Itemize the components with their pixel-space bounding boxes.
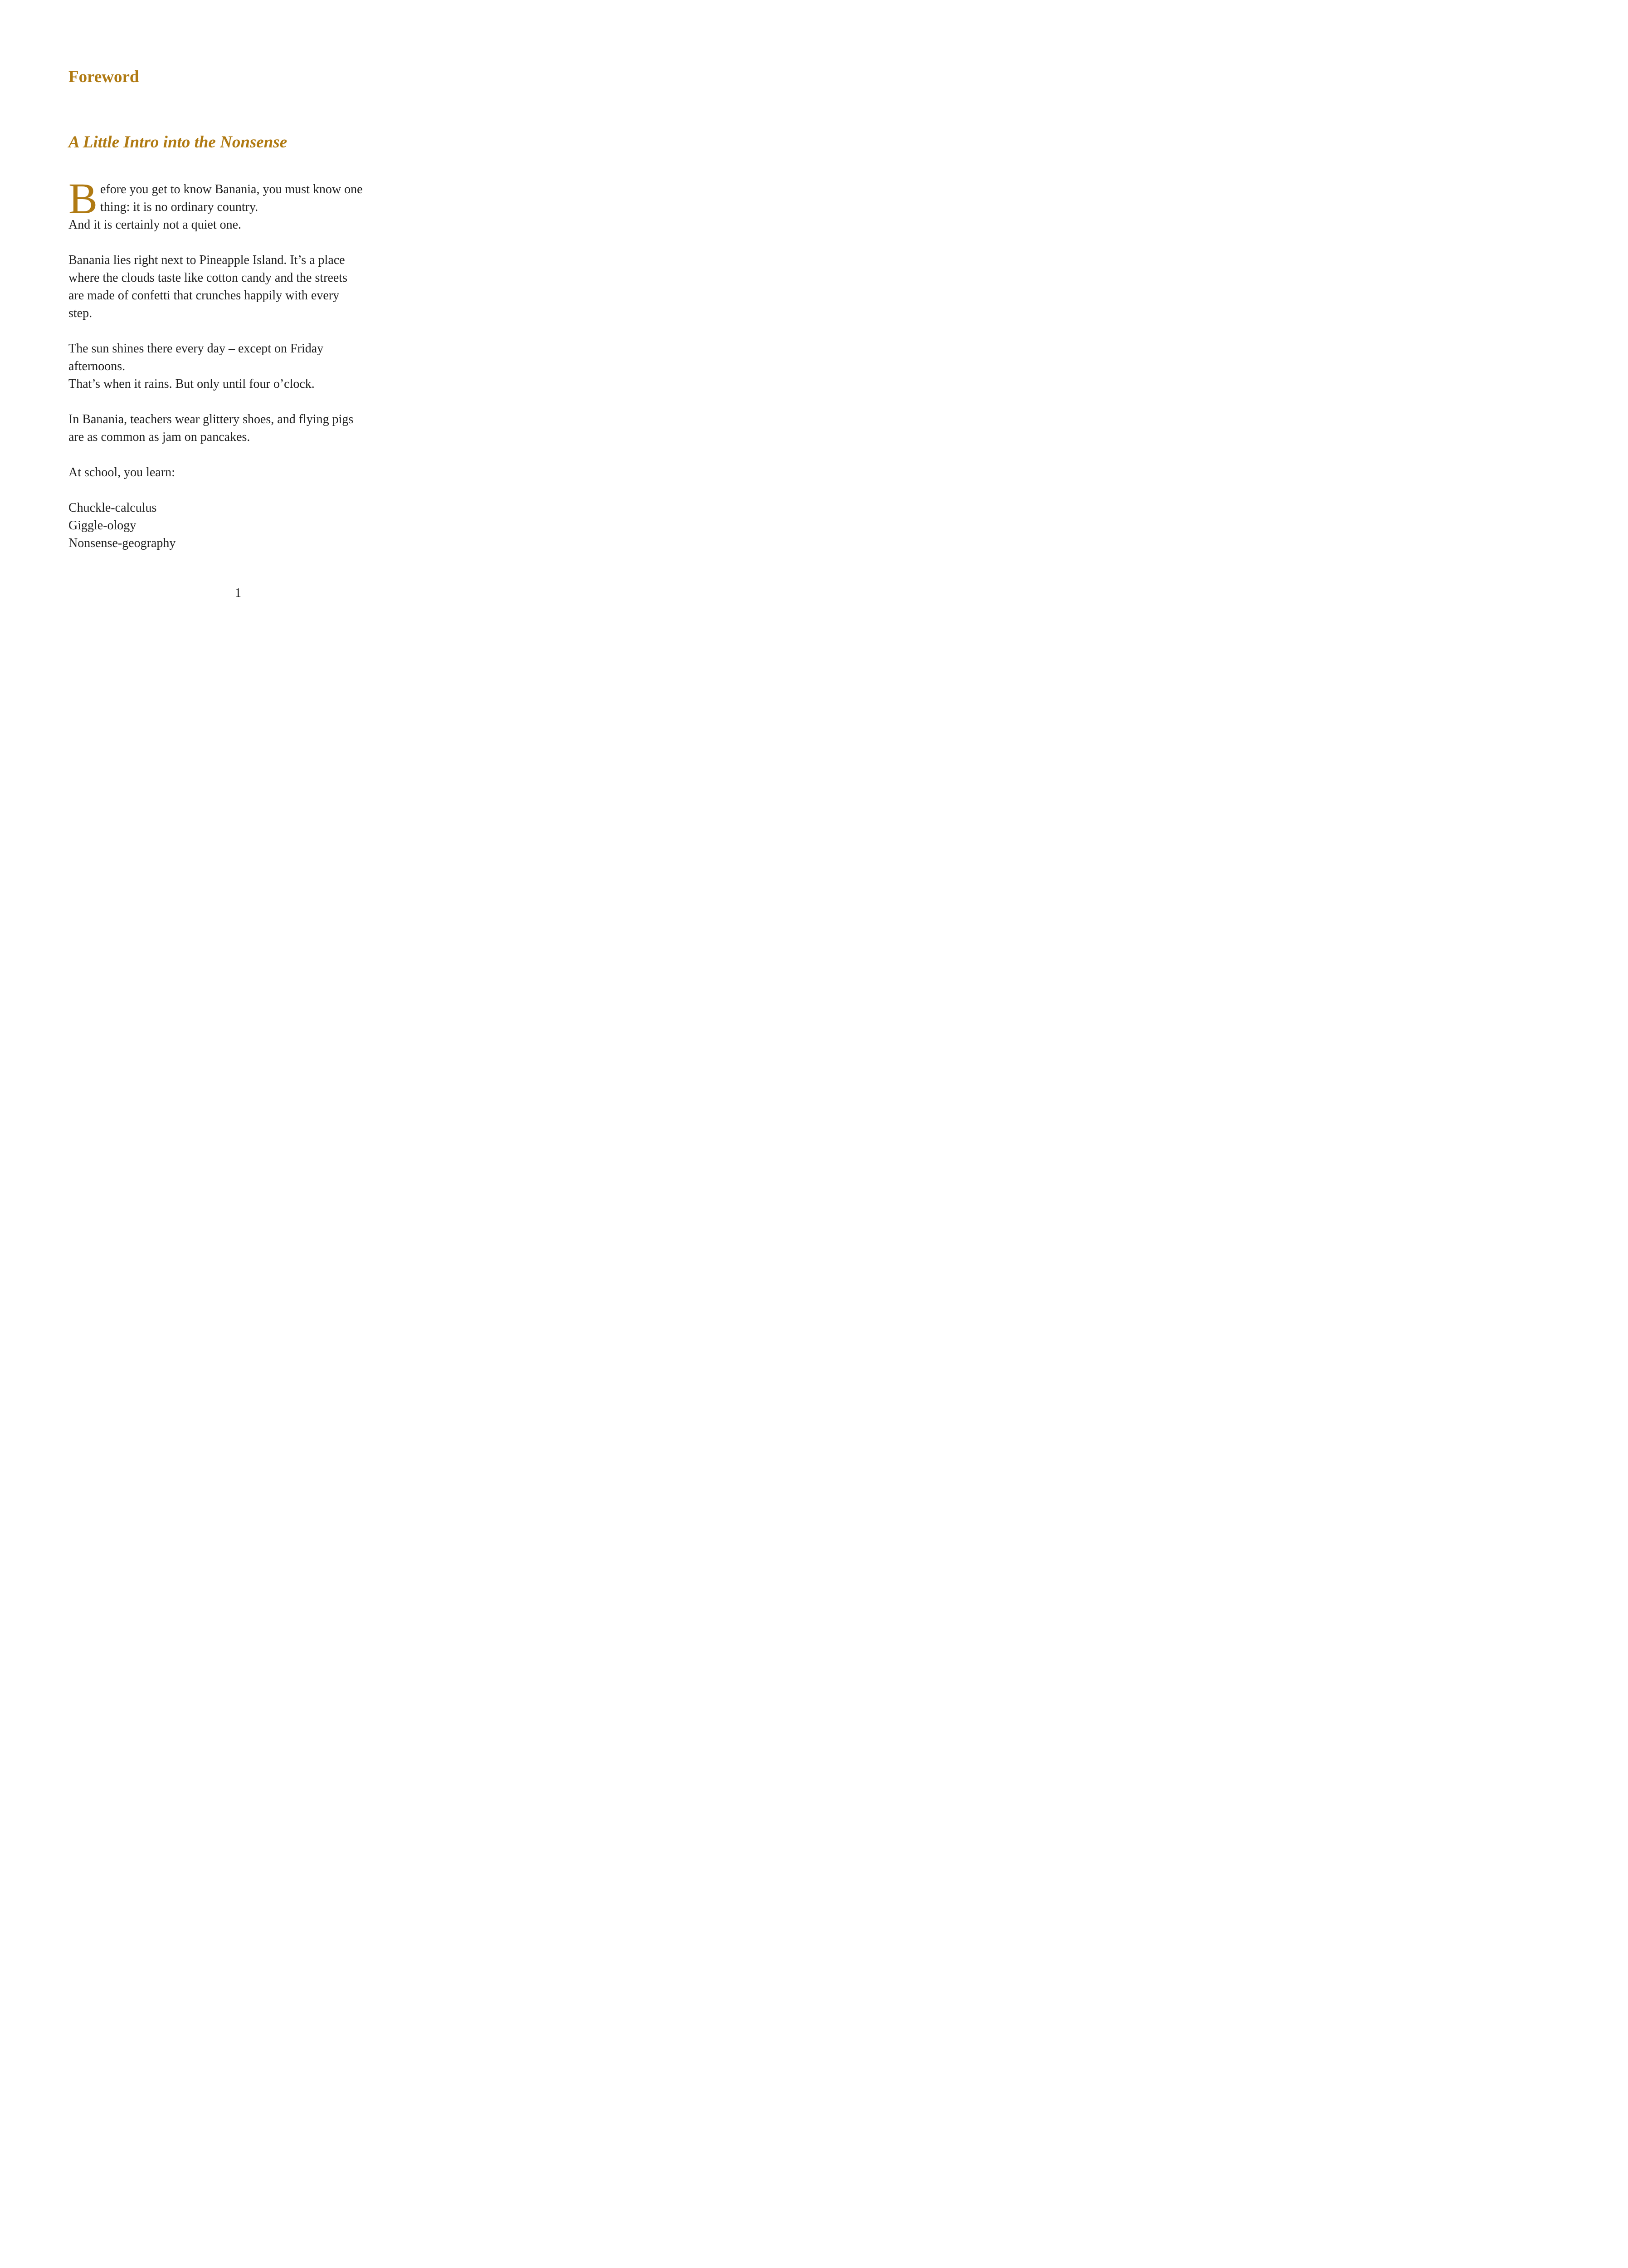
subject-item: Giggle-ology	[68, 518, 136, 533]
page-number: 1	[235, 586, 241, 600]
text-line: are as common as jam on pancakes.	[68, 430, 250, 444]
text-line: That’s when it rains. But only until four o’clock.	[68, 377, 315, 391]
subject-item: Nonsense-geography	[68, 536, 176, 550]
text-line: Banania lies right next to Pineapple Island. It’s a place	[68, 253, 345, 267]
intro-paragraph	[68, 174, 413, 234]
text-line: afternoons.	[68, 359, 126, 373]
paragraph	[68, 464, 413, 481]
text-line: In Banania, teachers wear glittery shoes, and flying pigs	[68, 412, 354, 426]
text-line: step.	[68, 306, 93, 320]
text-line: At school, you learn:	[68, 465, 175, 479]
text-line: are made of confetti that crunches happily with every	[68, 288, 340, 303]
body-text	[68, 174, 413, 570]
book-page	[0, 0, 476, 711]
subject-item: Chuckle-calculus	[68, 501, 157, 515]
text-line: where the clouds taste like cotton candy and the streets	[68, 271, 348, 285]
paragraph	[68, 251, 413, 322]
chapter-heading: Foreword	[68, 68, 139, 86]
paragraph	[68, 411, 413, 446]
text-line: thing: it is no ordinary country.	[100, 200, 258, 214]
text-line: The sun shines there every day – except on Friday	[68, 342, 324, 356]
subject-list	[68, 499, 413, 552]
text-line: And it is certainly not a quiet one.	[68, 218, 242, 232]
paragraph	[68, 340, 413, 393]
chapter-subheading: A Little Intro into the Nonsense	[68, 133, 288, 152]
text-line: efore you get to know Banania, you must know one	[100, 182, 363, 196]
drop-cap: B	[68, 174, 98, 223]
